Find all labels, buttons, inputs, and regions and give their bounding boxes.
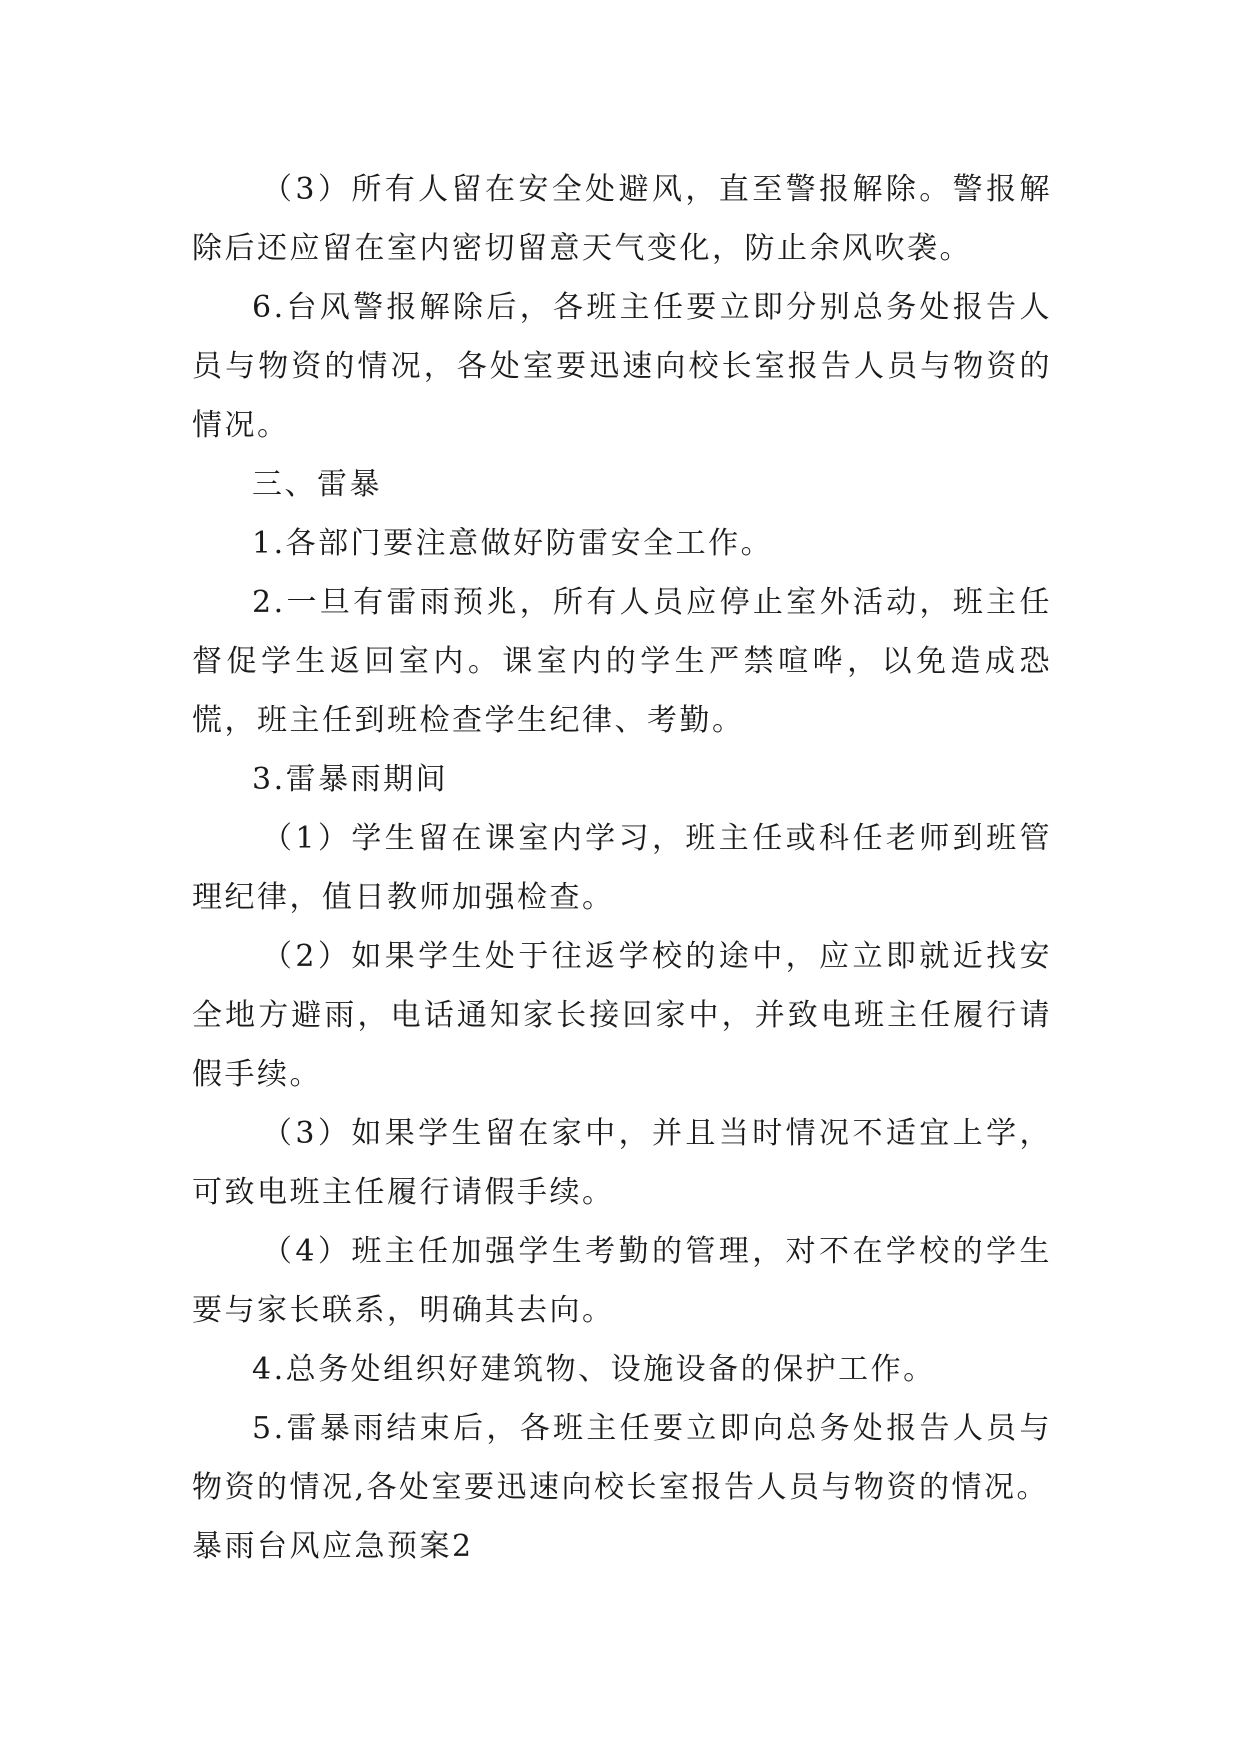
- document-body: [192, 160, 1052, 1576]
- paragraph-during-thunderstorm: 3.雷暴雨期间: [252, 762, 449, 797]
- document-title-next: 暴雨台风应急预案2: [192, 1529, 474, 1564]
- paragraph-facility-protection: 4.总务处组织好建筑物、设施设备的保护工作。: [252, 1352, 936, 1387]
- paragraph-after-thunderstorm-report: 5.雷暴雨结束后，各班主任要立即向总务处报告人员与物资的情况,各处室要迅速向校长室报告人员与物资的情况。: [192, 1411, 1052, 1505]
- paragraph-students-on-the-way: （2）如果学生处于往返学校的途中，应立即就近找安全地方避雨，电话通知家长接回家中，并致电班主任履行请假手续。: [192, 939, 1052, 1092]
- paragraph-lightning-safety: 1.各部门要注意做好防雷安全工作。: [252, 526, 774, 561]
- paragraph-students-at-home: （3）如果学生留在家中，并且当时情况不适宜上学，可致电班主任履行请假手续。: [192, 1116, 1052, 1210]
- paragraph-shelter-until-alert-lifted: （3）所有人留在安全处避风，直至警报解除。警报解除后还应留在室内密切留意天气变化，防止余风吹袭。: [192, 172, 1052, 266]
- section-heading-thunderstorm: 三、雷暴: [252, 467, 382, 502]
- paragraph-students-stay-in-class: （1）学生留在课室内学习，班主任或科任老师到班管理纪律，值日教师加强检查。: [192, 821, 1052, 915]
- paragraph-attendance-management: （4）班主任加强学生考勤的管理，对不在学校的学生要与家长联系，明确其去向。: [192, 1234, 1052, 1328]
- paragraph-stop-outdoor-activity: 2.一旦有雷雨预兆，所有人员应停止室外活动，班主任督促学生返回室内。课室内的学生严禁喧哗，以免造成恐慌，班主任到班检查学生纪律、考勤。: [192, 585, 1052, 738]
- paragraph-typhoon-alert-lifted-report: 6.台风警报解除后，各班主任要立即分别总务处报告人员与物资的情况，各处室要迅速向校长室报告人员与物资的情况。: [192, 290, 1052, 443]
